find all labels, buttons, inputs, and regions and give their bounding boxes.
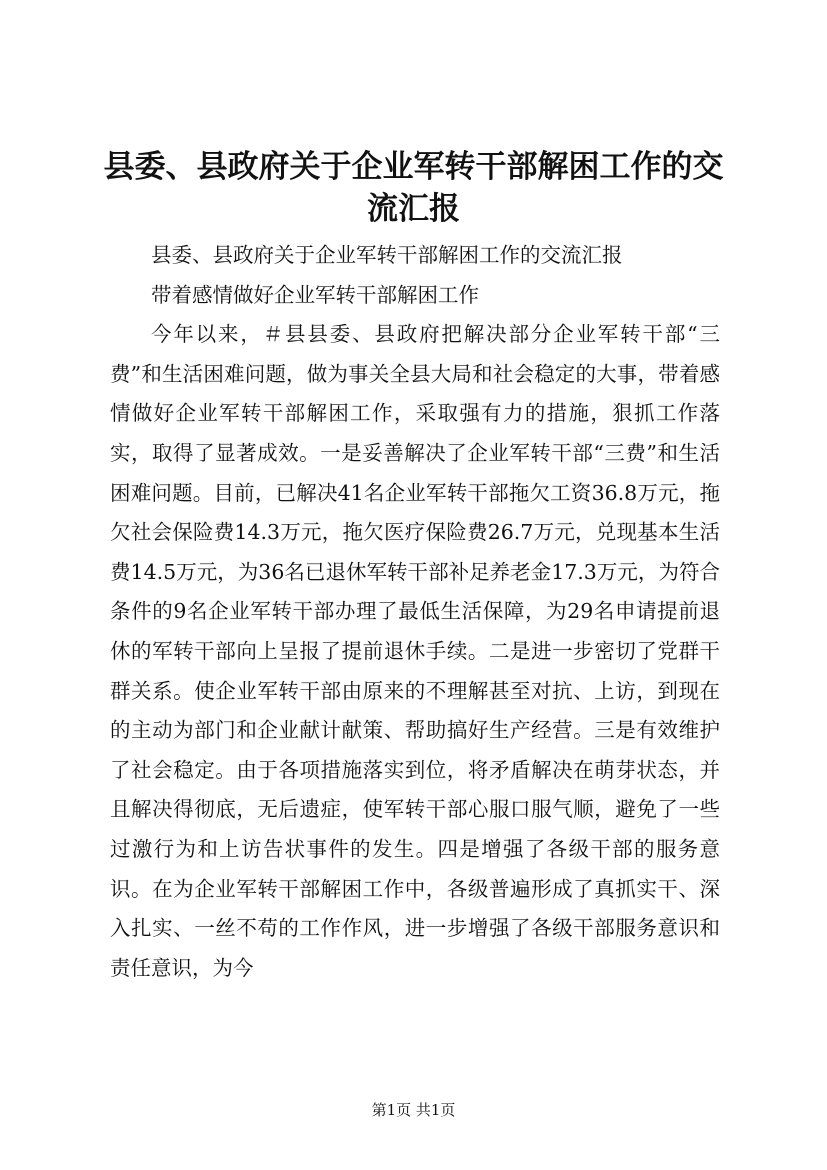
document-title: 县委、县政府关于企业军转干部解困工作的交流汇报 — [103, 149, 724, 227]
paragraph-heading: 带着感情做好企业军转干部解困工作 — [151, 282, 479, 307]
page-footer: 第1页 共1页 — [371, 1101, 456, 1119]
paragraph-subtitle: 县委、县政府关于企业军转干部解困工作的交流汇报 — [151, 243, 623, 267]
document-body — [110, 236, 720, 988]
paragraph-main: 今年以来，＃县县委、县政府把解决部分企业军转干部“三费”和生活困难问题，做为事关全县大局和社会稳定的大事，带着感情做好企业军转干部解困工作，采取强有力的措施，狠抓工作落实，取得了显著成效。一是妥善解决了企业军转干部“三费”和生活困难问题。目前，已解决41名企业军转干部拖欠工资36.8万元，拖欠社会保险费14.3万元，拖欠医疗保险费26.7万元，兑现基本生活费14.5万元，为36名已退休军转干部补足养老金17.3万元，为符合条件的9名企业军转干部办理了最低生活保障，为29名申请提前退休的军转干部向上呈报了提前退休手续。二是进一步密切了党群干群关系。使企业军转干部由原来的不理解甚至对抗、上访，到现在的主动为部门和企业献计献策、帮助搞好生产经营。三是有效维护了社会稳定。由于各项措施落实到位，将矛盾解决在萌芽状态，并且解决得彻底，无后遗症，使军转干部心服口服气顺，避免了一些过激行为和上访告状事件的发生。四是增强了各级干部的服务意识。在为企业军转干部解困工作中，各级普遍形成了真抓实干、深入扎实、一丝不苟的工作作风，进一步增强了各级干部服务意识和责任意识，为今 — [110, 322, 720, 980]
